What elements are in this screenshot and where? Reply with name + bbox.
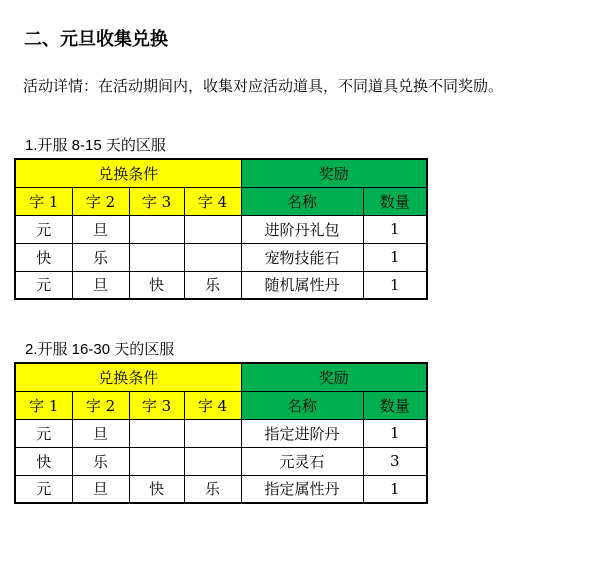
section-2-heading: 2.开服 16-30 天的区服 xyxy=(25,341,175,358)
condition-cell: 快 xyxy=(129,271,184,299)
group-header-reward: 奖励 xyxy=(241,159,427,187)
condition-cell xyxy=(129,215,184,243)
condition-cell: 元 xyxy=(15,215,72,243)
condition-cell xyxy=(184,419,241,447)
column-header-zi2: 字 2 xyxy=(72,187,129,215)
reward-qty-cell: 1 xyxy=(363,475,427,503)
condition-cell xyxy=(129,447,184,475)
condition-cell: 乐 xyxy=(72,243,129,271)
group-header-row xyxy=(15,363,427,391)
condition-cell: 旦 xyxy=(72,215,129,243)
table-row xyxy=(15,243,427,271)
column-header-zi2: 字 2 xyxy=(72,391,129,419)
table-row xyxy=(15,215,427,243)
reward-name-cell: 宠物技能石 xyxy=(241,243,363,271)
condition-cell xyxy=(129,243,184,271)
condition-cell: 快 xyxy=(15,447,72,475)
condition-cell: 快 xyxy=(15,243,72,271)
column-header-name: 名称 xyxy=(241,187,363,215)
reward-qty-cell: 1 xyxy=(363,215,427,243)
column-header-row xyxy=(15,391,427,419)
condition-cell: 乐 xyxy=(72,447,129,475)
condition-cell: 旦 xyxy=(72,475,129,503)
group-header-reward: 奖励 xyxy=(241,363,427,391)
table-row xyxy=(15,475,427,503)
condition-cell: 乐 xyxy=(184,271,241,299)
column-header-zi3: 字 3 xyxy=(129,391,184,419)
column-header-row xyxy=(15,187,427,215)
group-header-conditions: 兑换条件 xyxy=(15,363,241,391)
column-header-name: 名称 xyxy=(241,391,363,419)
condition-cell: 元 xyxy=(15,271,72,299)
condition-cell: 元 xyxy=(15,475,72,503)
exchange-table-2 xyxy=(14,362,428,504)
reward-name-cell: 指定进阶丹 xyxy=(241,419,363,447)
condition-cell: 旦 xyxy=(72,271,129,299)
activity-description: 活动详情：在活动期间内，收集对应活动道具，不同道具兑换不同奖励。 xyxy=(23,78,504,95)
condition-cell: 乐 xyxy=(184,475,241,503)
condition-cell xyxy=(129,419,184,447)
reward-name-cell: 指定属性丹 xyxy=(241,475,363,503)
reward-qty-cell: 1 xyxy=(363,243,427,271)
reward-qty-cell: 1 xyxy=(363,271,427,299)
reward-qty-cell: 1 xyxy=(363,419,427,447)
condition-cell xyxy=(184,215,241,243)
condition-cell: 元 xyxy=(15,419,72,447)
section-1-heading: 1.开服 8-15 天的区服 xyxy=(25,137,166,154)
condition-cell xyxy=(184,243,241,271)
column-header-zi3: 字 3 xyxy=(129,187,184,215)
reward-name-cell: 元灵石 xyxy=(241,447,363,475)
condition-cell: 快 xyxy=(129,475,184,503)
reward-name-cell: 随机属性丹 xyxy=(241,271,363,299)
table-row xyxy=(15,447,427,475)
column-header-zi1: 字 1 xyxy=(15,391,72,419)
reward-qty-cell: 3 xyxy=(363,447,427,475)
group-header-row xyxy=(15,159,427,187)
table-row xyxy=(15,419,427,447)
condition-cell xyxy=(184,447,241,475)
column-header-zi4: 字 4 xyxy=(184,391,241,419)
column-header-zi4: 字 4 xyxy=(184,187,241,215)
table-row xyxy=(15,271,427,299)
column-header-qty: 数量 xyxy=(363,187,427,215)
group-header-conditions: 兑换条件 xyxy=(15,159,241,187)
column-header-qty: 数量 xyxy=(363,391,427,419)
page-title: 二、元旦收集兑换 xyxy=(24,29,168,49)
exchange-table-1 xyxy=(14,158,428,300)
column-header-zi1: 字 1 xyxy=(15,187,72,215)
condition-cell: 旦 xyxy=(72,419,129,447)
reward-name-cell: 进阶丹礼包 xyxy=(241,215,363,243)
